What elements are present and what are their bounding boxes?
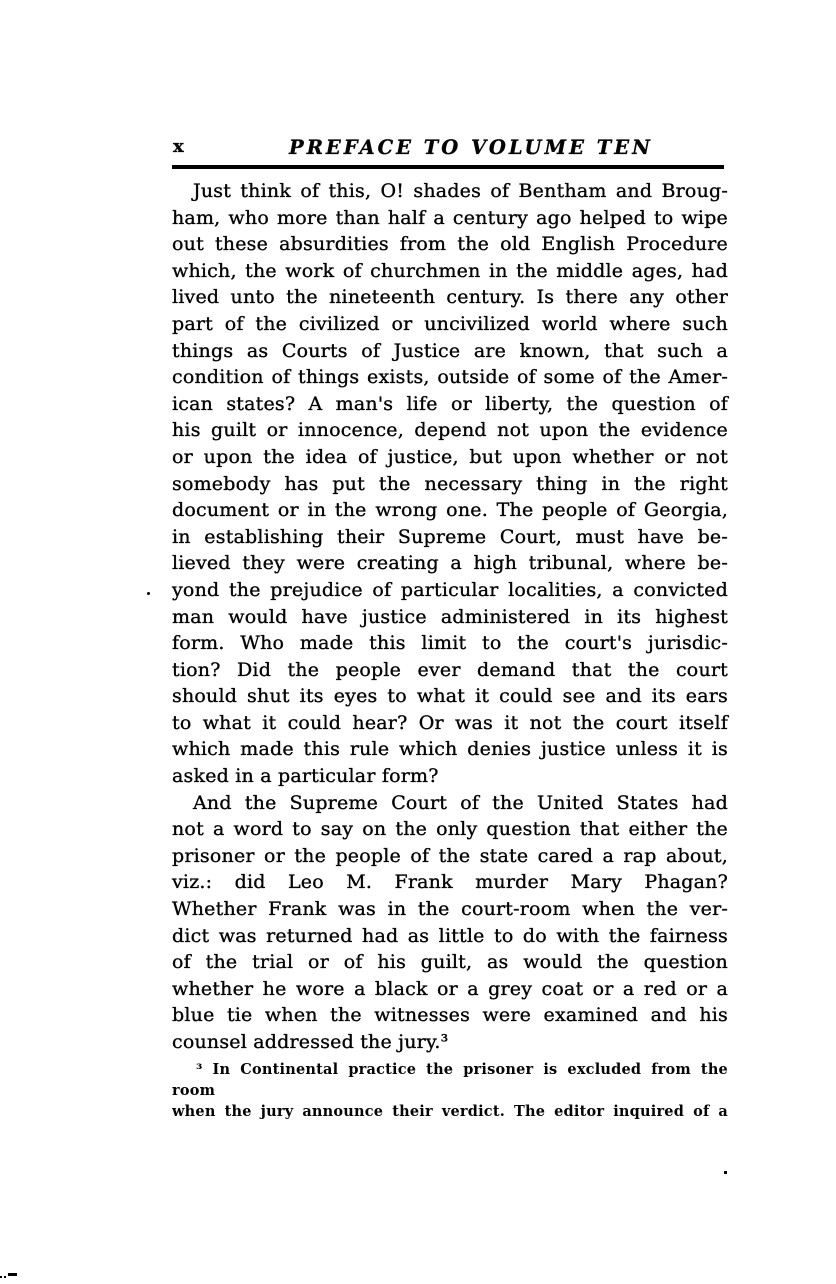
body-text-line: document or in the wrong one. The people of Georgia, <box>172 499 728 522</box>
body-text-line: prisoner or the people of the state cared a rap about, <box>172 844 728 867</box>
footnote-line: ³ In Continental practice the prisoner is excluded from the room <box>172 1061 728 1099</box>
body-text-line: man would have justice administered in its highest <box>172 605 728 628</box>
footnote-block <box>172 1059 728 1122</box>
body-text-line: part of the civilized or uncivilized world where such <box>172 312 728 335</box>
paragraph <box>172 178 728 790</box>
body-text-line: viz.: did Leo M. Frank murder Mary Phagan? <box>172 871 728 894</box>
body-text-line: lieved they were creating a high tribunal, where be- <box>172 552 728 575</box>
body-text-line: should shut its eyes to what it could see and its ears <box>172 685 728 708</box>
header-rule <box>172 165 724 169</box>
body-text-line: of the trial or of his guilt, as would the question <box>172 951 728 974</box>
body-text-line: And the Supreme Court of the United States had <box>193 791 728 814</box>
body-text-line: not a word to say on the only question that either the <box>172 818 728 841</box>
body-text-line: in establishing their Supreme Court, must have be- <box>172 525 728 548</box>
body-text-line: ham, who more than half a century ago helped to wipe <box>172 206 728 229</box>
body-text-line: lived unto the nineteenth century. Is there any other <box>172 286 728 309</box>
body-text-line: whether he wore a black or a grey coat or a red or a <box>172 977 728 1000</box>
body-text-line: to what it could hear? Or was it not the court itself <box>172 711 728 734</box>
body-text-line: or upon the idea of justice, but upon whether or not <box>172 445 728 468</box>
scan-artifact-corner-dash <box>8 1273 17 1276</box>
body-text-line: counsel addressed the jury.³ <box>172 1031 449 1053</box>
running-header-title: PREFACE TO VOLUME TEN <box>289 136 653 159</box>
body-text-line: tion? Did the people ever demand that the court <box>172 658 728 681</box>
body-text-line: blue tie when the witnesses were examined and his <box>172 1004 728 1027</box>
body-text-line: Whether Frank was in the court-room when the ver- <box>172 898 728 921</box>
body-text-line: his guilt or innocence, depend not upon the evidence <box>172 419 728 442</box>
body-text-line: dict was returned had as little to do with the fairness <box>172 924 728 947</box>
body-text-line: out these absurdities from the old English Procedure <box>172 233 728 256</box>
page-number: x <box>173 136 185 157</box>
body-text-line: asked in a particular form? <box>172 765 439 788</box>
body-text-line: which made this rule which denies justice unless it is <box>172 738 728 761</box>
footnote-line: when the jury announce their verdict. The editor inquired of a <box>172 1103 728 1120</box>
body-text-line: ican states? A man's life or liberty, the question of <box>172 392 728 415</box>
scan-artifact-corner-dot <box>0 1276 2 1278</box>
body-text-line: yond the prejudice of particular localities, a convicted <box>172 578 728 601</box>
scan-artifact-corner-dot <box>4 1276 6 1278</box>
body-text-line: Just think of this, O! shades of Bentham and Broug- <box>193 180 728 202</box>
body-text-line: somebody has put the necessary thing in the right <box>172 472 728 495</box>
body-text-line: condition of things exists, outside of some of the Amer- <box>172 366 728 389</box>
body-text-line: things as Courts of Justice are known, that such a <box>172 339 728 362</box>
body-text-line: form. Who made this limit to the court's jurisdic- <box>172 632 728 655</box>
paragraph <box>172 790 728 1056</box>
scan-artifact-lower-right <box>724 1171 727 1174</box>
body-text-block <box>172 178 728 1056</box>
scan-artifact-margin-dot <box>147 592 150 595</box>
body-text-line: which, the work of churchmen in the middle ages, had <box>172 259 728 282</box>
